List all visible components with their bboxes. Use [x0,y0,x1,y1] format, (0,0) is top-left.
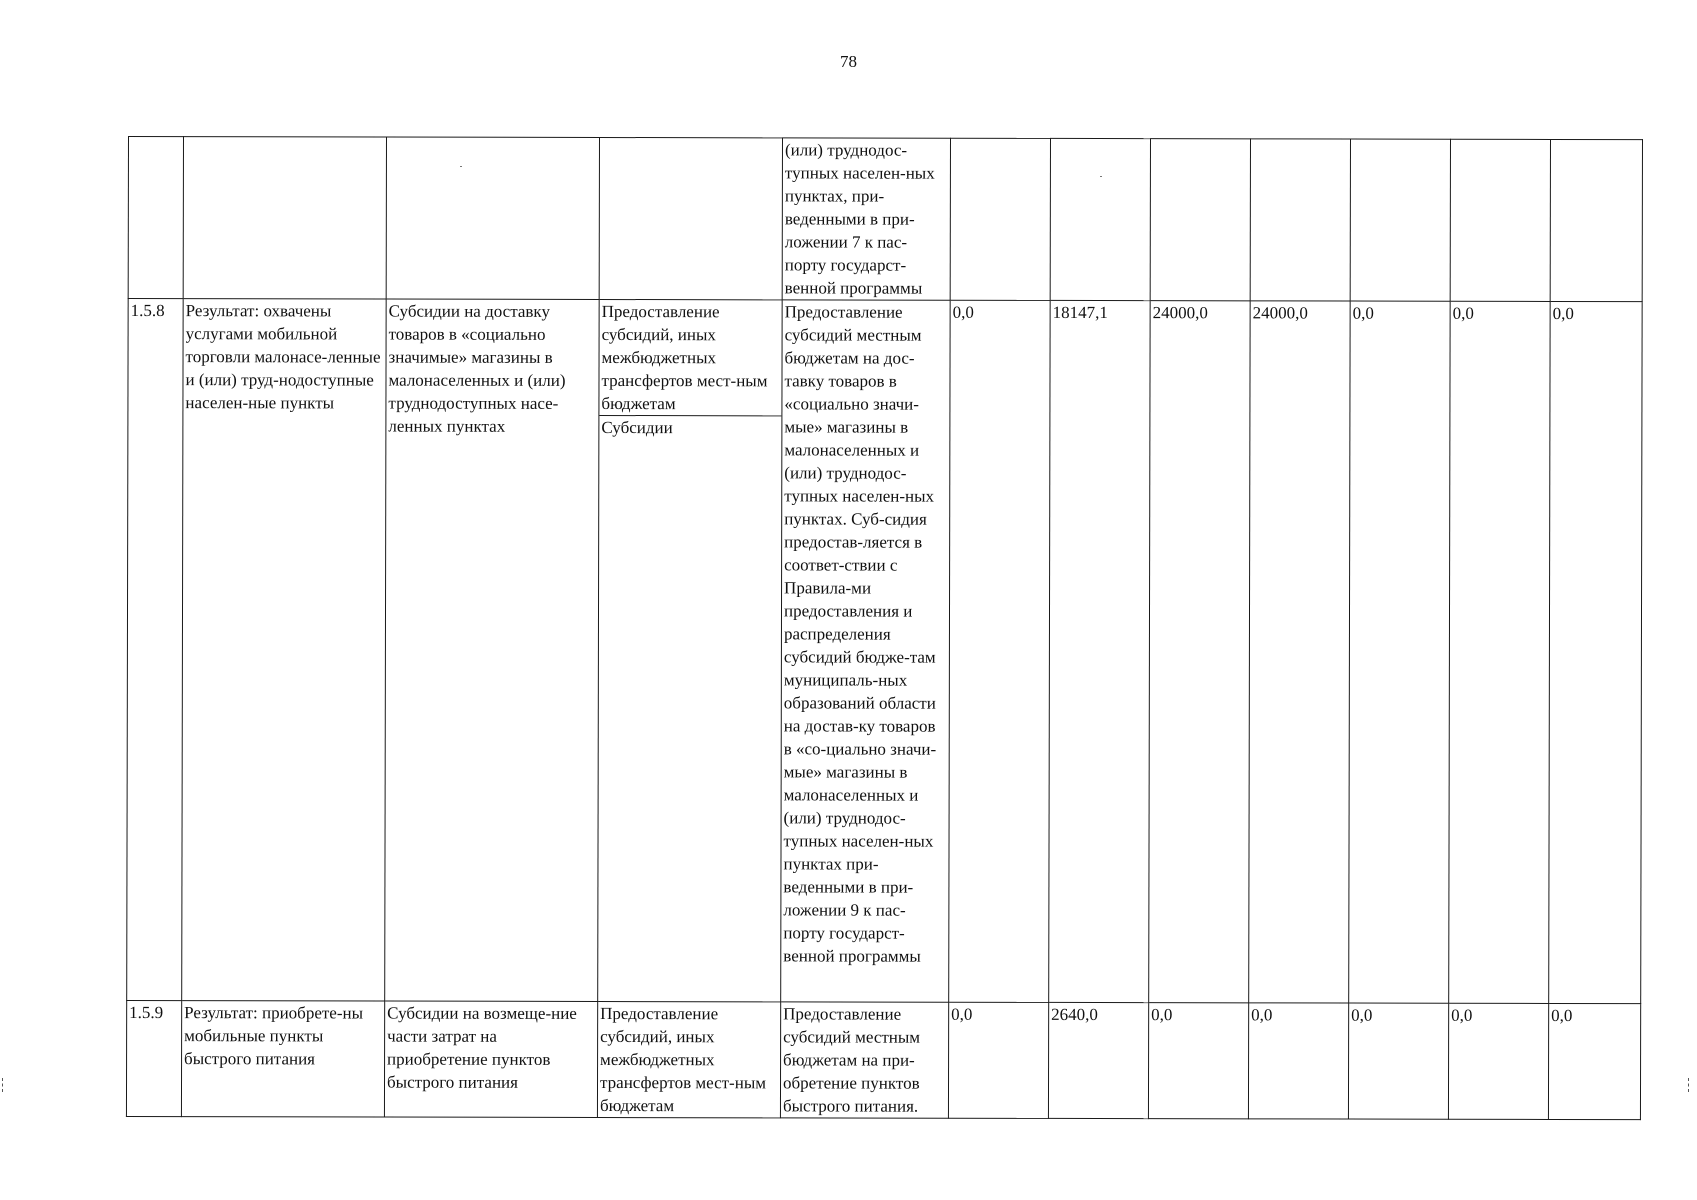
scan-edge-mark-right [1688,1078,1693,1092]
value-cell: 24000,0 [1249,301,1350,1003]
value-cell: 2640,0 [1048,1002,1148,1118]
value-cell: 0,0 [1549,301,1642,1003]
value-cell: 0,0 [1348,1003,1448,1119]
cell-empty [1350,139,1450,301]
table-row [126,1000,1640,1119]
scan-dot-mark [1100,176,1102,177]
table-row [127,299,1642,1004]
type-cell: Предоставление субсидий, иных межбюджетных трансфертов мест-ным бюджетам [597,1001,780,1117]
cell-empty [1050,138,1150,300]
value-cell: 24000,0 [1149,301,1250,1003]
value-cell: 0,0 [1148,1003,1248,1119]
type-secondary: Субсидии [601,417,673,438]
description-cell: Предоставление субсидий местным бюджетам на дос-тавку товаров в «социально значи-мые» магазины в малонаселенных и (или) труднодос-тупных населен-ных пунктах. Суб-сидия предостав-ляется в соответ-ствии с Правила-ми предоставления и распределения субсидий бюдже-там муниципаль-ных образований области на достав-ку товаров в «со-циально значи-мые» магазины в малонаселенных и (или) труднодос-тупных населен-ных пунктах при-веденными в при-ложении 9 к пас-порту государст-венной программы [781,300,950,1002]
row-number: 1.5.9 [126,1000,181,1116]
program-table [126,136,1643,1120]
type-primary: Предоставление субсидий, иных межбюджетных трансфертов мест-ным бюджетам [599,300,781,416]
value-cell: 0,0 [948,1002,1048,1118]
cell-empty [1450,139,1550,301]
description-cell: Предоставление субсидий местным бюджетам на при-обретение пунктов быстрого питания. [780,1002,948,1118]
measure-cell: Субсидии на возмеще-ние части затрат на приобретение пунктов быстрого питания [384,1001,597,1117]
value-cell: 0,0 [1548,1003,1640,1119]
page-number: 78 [840,52,857,71]
cell-empty [1150,139,1250,301]
cell-empty [183,137,386,299]
continuation-description: (или) труднодос-тупных населен-ных пунктах, при-веденными в при-ложении 7 к пас-порту государст-венной программы [782,138,950,300]
continuation-row [128,137,1642,302]
value-cell: 0,0 [1449,301,1550,1003]
value-cell: 18147,1 [1049,300,1150,1002]
cell-empty [950,138,1050,300]
value-cell: 0,0 [949,300,1050,1002]
cell-empty [599,137,782,299]
scan-dot-mark [460,166,462,167]
measure-cell: Субсидии на доставку товаров в «социально значимые» магазины в малонаселенных и (или) труднодоступных насе-ленных пунктах [385,299,599,1001]
value-cell: 0,0 [1448,1003,1548,1119]
scan-edge-mark-left [2,1078,7,1092]
cell-empty [1250,139,1350,301]
row-number: 1.5.8 [127,299,183,1001]
value-cell: 0,0 [1349,301,1450,1003]
result-cell: Результат: охвачены услугами мобильной торговли малонасе-ленные и (или) труд-нодоступные населен-ные пункты [182,299,386,1001]
cell-empty [128,137,183,299]
type-cell [598,299,782,1001]
result-cell: Результат: приобрете-ны мобильные пункты быстрого питания [181,1001,384,1117]
cell-empty [1550,139,1642,301]
cell-empty [386,137,599,299]
value-cell: 0,0 [1248,1003,1348,1119]
